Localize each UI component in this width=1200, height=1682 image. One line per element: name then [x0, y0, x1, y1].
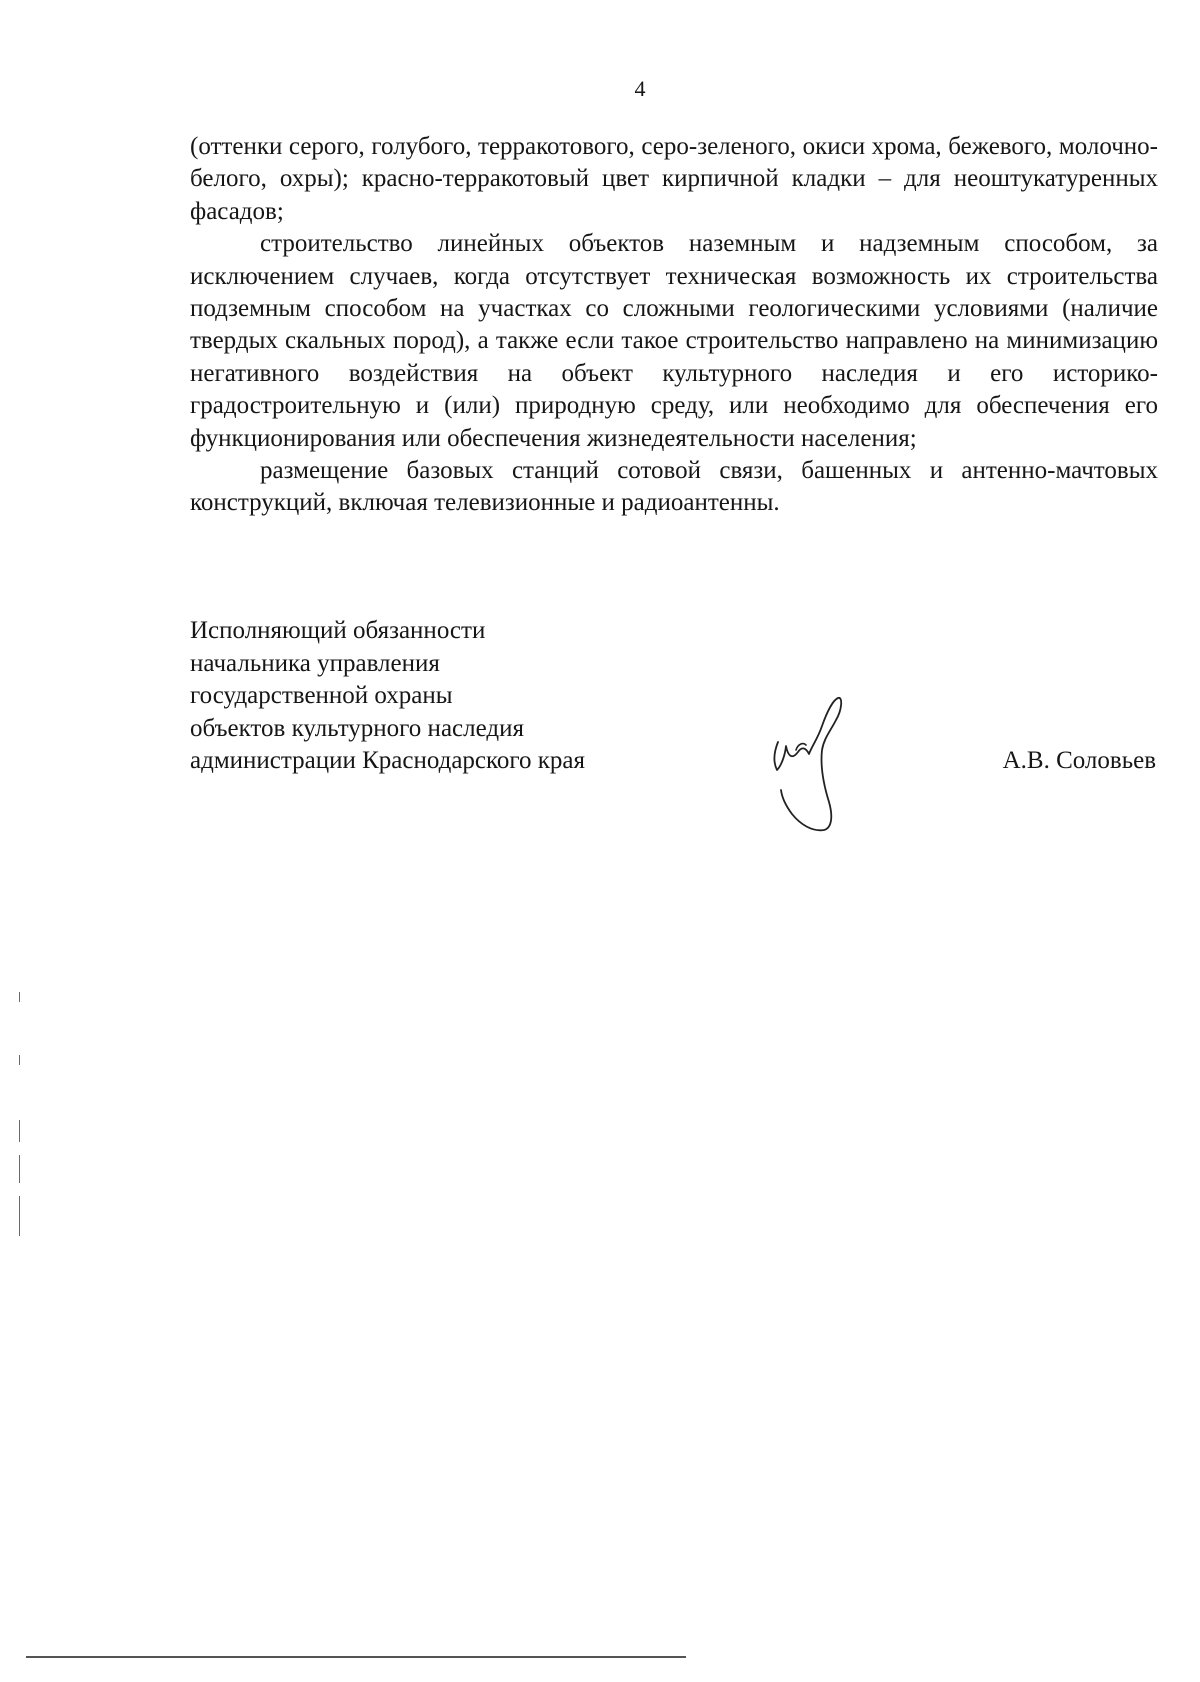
- document-body: [190, 131, 1158, 520]
- scan-edge-mark: [19, 1196, 20, 1236]
- position-line-5: администрации Краснодарского края: [190, 747, 586, 774]
- signer-name: А.В. Соловьев: [1002, 747, 1156, 774]
- paragraph-3: размещение базовых станций сотовой связи, башенных и антенно-мачтовых конструкций, включая телевизионные и радиоантенны.: [190, 457, 1158, 517]
- handwritten-signature: [762, 690, 852, 840]
- scan-edge-mark: [19, 1055, 20, 1065]
- scan-edge-mark: [19, 1120, 20, 1142]
- position-line-1: Исполняющий обязанности: [190, 617, 486, 644]
- paragraph-2: строительство линейных объектов наземным и надземным способом, за исключением случаев, когда отсутствует техническая возможность их строительства подземным способом на участках со сложными геологическими условиями (наличие твердых скальных пород), а также если такое строительство направлено на минимизацию негативного воздействия на объект культурного наследия и его историко-градостроительную и (или) природную среду, или необходимо для обеспечения его функционирования или обеспечения жизнедеятельности населения;: [190, 230, 1158, 452]
- paragraph-1: (оттенки серого, голубого, терракотового, серо-зеленого, окиси хрома, бежевого, молочно-белого, охры); красно-терракотовый цвет кирпичной кладки – для неоштукатуренных фасадов;: [190, 133, 1158, 225]
- position-line-4: объектов культурного наследия: [190, 714, 524, 742]
- page-number: 4: [634, 76, 646, 101]
- position-line-3: государственной охраны: [190, 682, 453, 709]
- scan-edge-mark: [19, 992, 20, 1002]
- signatory-position: [190, 615, 750, 778]
- bottom-rule: [26, 1656, 686, 1658]
- position-line-2: начальника управления: [190, 649, 440, 677]
- scan-edge-mark: [19, 1155, 20, 1183]
